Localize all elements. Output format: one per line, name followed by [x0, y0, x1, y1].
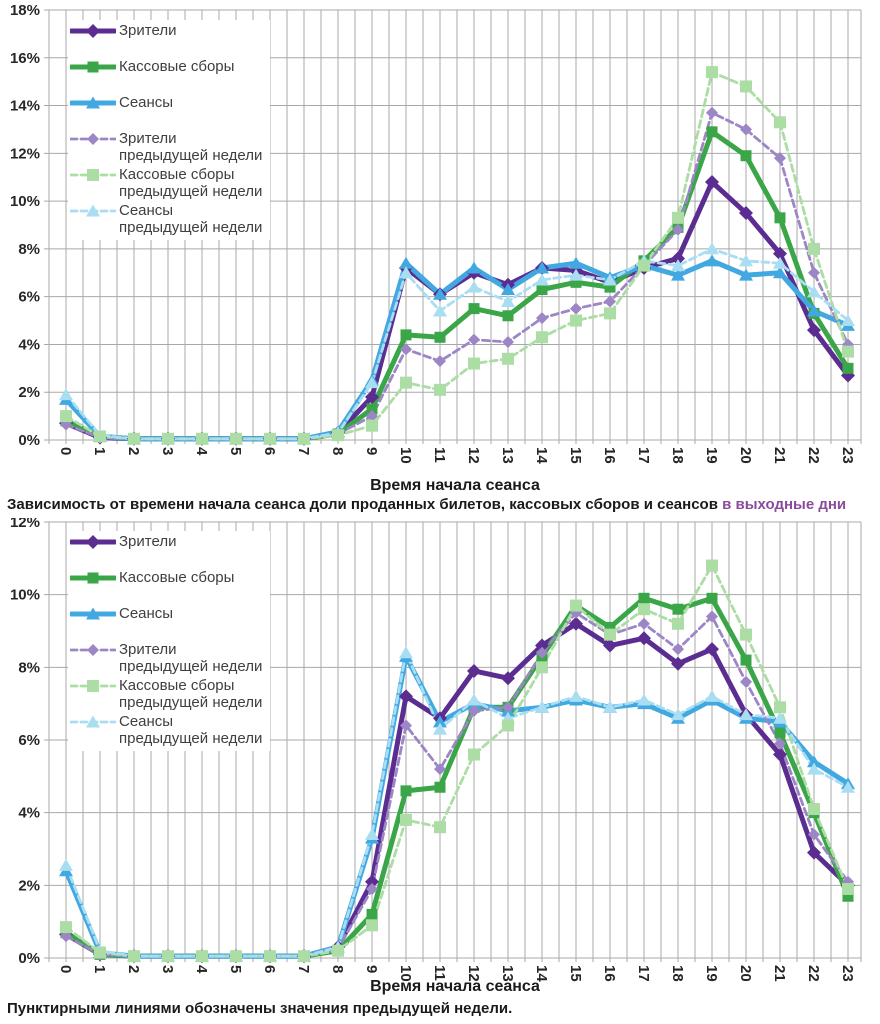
legend-item-1: [70, 58, 262, 75]
legend-item-5: [70, 713, 262, 747]
x-tick-label: 6: [261, 447, 278, 456]
legend-swatch-solid: [70, 570, 116, 586]
x-tick-label: 10: [397, 965, 414, 982]
x-tick-label: 15: [567, 447, 584, 464]
x-tick-label: 5: [227, 447, 244, 456]
legend-label: Сеансы: [119, 605, 174, 622]
x-tick-label: 10: [397, 447, 414, 464]
x-tick-label: 13: [499, 965, 516, 982]
legend-label: Сеансы предыдущей недели: [119, 713, 263, 747]
x-tick-label: 19: [703, 965, 720, 982]
legend-swatch-dashed: [70, 714, 116, 730]
x-tick-label: 22: [805, 965, 822, 982]
x-tick-label: 3: [159, 965, 176, 974]
legend-swatch-dashed: [70, 131, 116, 147]
y-tick-label: 8%: [18, 240, 40, 258]
x-tick-label: 2: [125, 447, 142, 456]
y-tick-label: 6%: [18, 732, 40, 749]
legend-label: Кассовые сборы предыдущей недели: [119, 677, 263, 711]
y-tick-label: 14%: [9, 97, 40, 115]
legend-swatch-solid: [70, 59, 116, 75]
y-tick-label: 4%: [18, 804, 40, 822]
x-tick-label: 17: [635, 965, 652, 982]
y-tick-label: 12%: [9, 145, 40, 163]
x-tick-label: 15: [567, 965, 584, 982]
x-tick-label: 14: [533, 965, 550, 982]
caption-text: Зависимость от времени начала сеанса доли проданных билетов, кассовых сборов и сеансов: [7, 496, 718, 513]
x-tick-label: 12: [465, 447, 482, 464]
caption-highlight: в выходные дни: [722, 496, 847, 513]
x-tick-label: 16: [601, 447, 618, 464]
legend-label: Сеансы: [119, 94, 174, 111]
bottom-chart-legend: [68, 531, 270, 751]
x-tick-label: 4: [193, 965, 210, 974]
x-tick-label: 0: [57, 965, 74, 974]
x-tick-label: 3: [159, 447, 176, 456]
legend-label: Зрители предыдущей недели: [119, 130, 263, 164]
x-tick-label: 12: [465, 965, 482, 982]
top-chart-legend: [68, 20, 270, 240]
x-tick-label: 5: [227, 965, 244, 974]
legend-item-4: [70, 677, 262, 711]
legend-label: Зрители предыдущей недели: [119, 641, 263, 675]
legend-label: Сеансы предыдущей недели: [119, 202, 263, 236]
legend-item-4: [70, 166, 262, 200]
legend-item-3: [70, 641, 262, 675]
legend-swatch-solid: [70, 95, 116, 111]
x-tick-label: 17: [635, 447, 652, 464]
legend-swatch-solid: [70, 534, 116, 550]
x-tick-label: 11: [431, 965, 448, 981]
y-tick-label: 10%: [9, 586, 40, 604]
legend-swatch-solid: [70, 606, 116, 622]
legend-swatch-dashed: [70, 642, 116, 658]
legend-item-5: [70, 202, 262, 236]
y-tick-label: 0%: [18, 432, 40, 449]
x-tick-label: 7: [295, 447, 312, 456]
x-tick-label: 1: [91, 447, 108, 456]
x-tick-label: 14: [533, 447, 550, 464]
x-tick-label: 18: [669, 447, 686, 464]
x-tick-label: 18: [669, 965, 686, 982]
x-tick-label: 8: [329, 965, 346, 974]
legend-swatch-dashed: [70, 167, 116, 183]
x-tick-label: 8: [329, 447, 346, 456]
legend-item-2: [70, 605, 262, 622]
legend-swatch-solid: [70, 23, 116, 39]
y-tick-label: 10%: [9, 193, 40, 211]
x-tick-label: 23: [839, 965, 856, 982]
x-tick-label: 6: [261, 965, 278, 974]
legend-label: Кассовые сборы предыдущей недели: [119, 166, 263, 200]
x-tick-label: 22: [805, 447, 822, 464]
y-tick-label: 16%: [9, 49, 40, 67]
x-tick-label: 21: [771, 447, 788, 464]
legend-item-0: [70, 22, 262, 39]
legend-item-1: [70, 569, 262, 586]
legend-swatch-dashed: [70, 678, 116, 694]
x-tick-label: 13: [499, 447, 516, 464]
x-tick-label: 0: [57, 447, 74, 456]
legend-label: Кассовые сборы: [119, 569, 235, 586]
y-tick-label: 2%: [18, 877, 40, 895]
legend-item-0: [70, 533, 262, 550]
x-axis-title: Время начала сеанса: [370, 978, 540, 995]
x-tick-label: 23: [839, 447, 856, 464]
legend-item-3: [70, 130, 262, 164]
y-tick-label: 4%: [18, 336, 40, 354]
x-tick-label: 9: [363, 447, 380, 456]
y-tick-label: 8%: [18, 659, 40, 677]
y-tick-label: 12%: [9, 518, 40, 531]
legend-label: Кассовые сборы: [119, 58, 235, 75]
x-axis-title: Время начала сеанса: [370, 477, 540, 494]
x-tick-label: 4: [193, 447, 210, 456]
y-tick-label: 6%: [18, 288, 40, 306]
x-tick-label: 19: [703, 447, 720, 464]
legend-label: Зрители: [119, 533, 177, 550]
x-tick-label: 16: [601, 965, 618, 982]
legend-label: Зрители: [119, 22, 177, 39]
x-tick-label: 11: [431, 447, 448, 463]
legend-swatch-dashed: [70, 203, 116, 219]
y-tick-label: 2%: [18, 384, 40, 402]
footer-note: Пунктирными линиями обозначены значения предыдущей недели.: [7, 1000, 513, 1017]
x-tick-label: 2: [125, 965, 142, 974]
y-tick-label: 0%: [18, 950, 40, 967]
x-tick-label: 1: [91, 965, 108, 974]
y-tick-label: 18%: [9, 2, 40, 19]
x-tick-label: 7: [295, 965, 312, 974]
x-tick-label: 20: [737, 447, 754, 464]
x-tick-label: 21: [771, 965, 788, 982]
chart-caption: [7, 495, 877, 515]
legend-item-2: [70, 94, 262, 111]
x-tick-label: 20: [737, 965, 754, 982]
x-tick-label: 9: [363, 965, 380, 974]
